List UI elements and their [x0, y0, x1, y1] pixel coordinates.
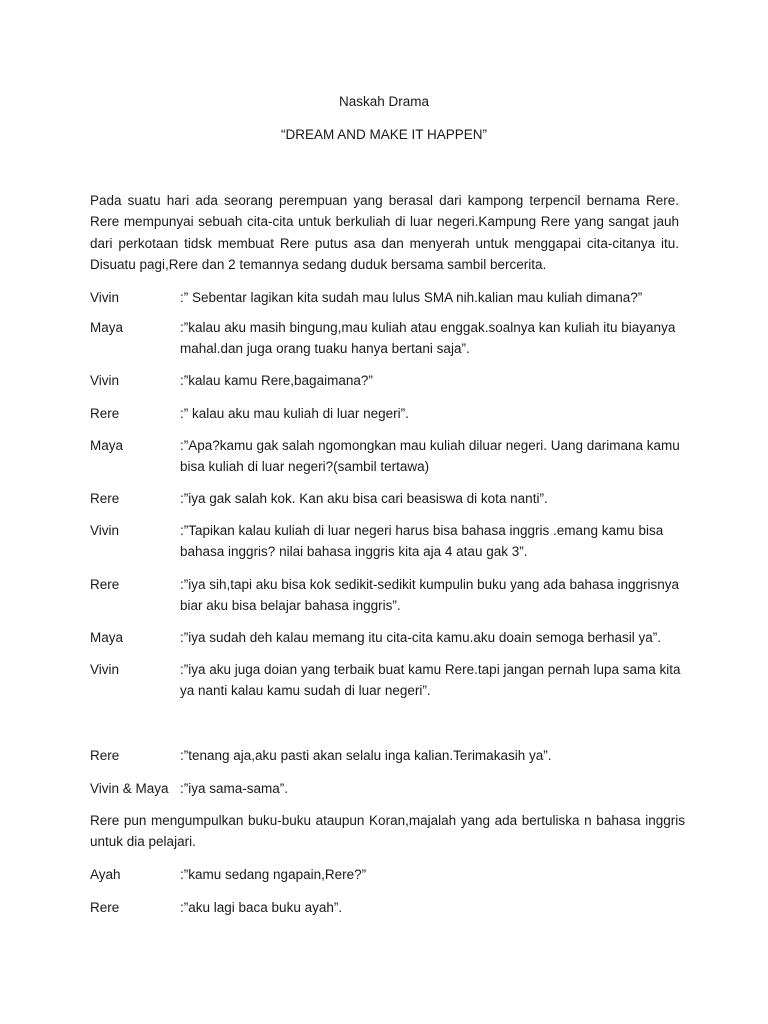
document-subtitle: “DREAM AND MAKE IT HAPPEN” [280, 127, 488, 142]
speech-text: :” Sebentar lagikan kita sudah mau lulus SMA nih.kalian mau kuliah dimana?” [180, 290, 643, 305]
speaker-name: Rere [90, 406, 120, 421]
speaker-name: Maya [90, 630, 124, 645]
speech-text: :” kalau aku mau kuliah di luar negeri”. [180, 406, 409, 421]
speaker-name: Rere [90, 491, 120, 506]
speech-text: :”kalau kamu Rere,bagaimana?” [180, 373, 373, 388]
speaker-name: Rere [90, 748, 120, 763]
speech-text: :”Tapikan kalau kuliah di luar negeri harus bisa bahasa inggris .emang kamu bisa bahasa inggris? nilai bahasa inggris kita aja 4 atau gak 3”. [180, 523, 664, 560]
speech-text: :”kalau aku masih bingung,mau kuliah atau enggak.soalnya kan kuliah itu biayanya mahal.dan juga orang tuaku hanya bertani saja”. [180, 320, 676, 357]
speech-text: :”iya sama-sama”. [180, 781, 289, 796]
speaker-name: Vivin [90, 290, 120, 305]
speaker-name: Vivin [90, 373, 120, 388]
speech-text: :”iya sudah deh kalau memang itu cita-cita kamu.aku doain semoga berhasil ya”. [180, 630, 662, 645]
speaker-name: Vivin [90, 662, 120, 677]
intro-paragraph: Pada suatu hari ada seorang perempuan yang berasal dari kampong terpencil bernama Rere. Rere mempunyai sebuah cita-cita untuk berkuliah di luar negeri.Kampung Rere yang sangat jauh dari perkotaan tidsk membuat Rere putus asa dan menyerah untuk menggapai cita-citanya itu. Disuatu pagi,Rere dan 2 temannya sedang duduk bersama sambil bercerita. [90, 193, 679, 272]
speech-text: :”tenang aja,aku pasti akan selalu inga kalian.Terimakasih ya”. [180, 748, 552, 763]
speaker-name: Rere [90, 900, 120, 915]
speaker-name: Maya [90, 438, 124, 453]
speaker-name: Ayah [90, 867, 121, 882]
speech-text: :”iya aku juga doian yang terbaik buat kamu Rere.tapi jangan pernah lupa sama kita ya nanti kalau kamu sudah di luar negeri”. [180, 662, 681, 699]
speech-text: :”iya sih,tapi aku bisa kok sedikit-sedikit kumpulin buku yang ada bahasa inggrisnya biar aku bisa belajar bahasa inggris”. [180, 577, 680, 614]
speech-text: :”iya gak salah kok. Kan aku bisa cari beasiswa di kota nanti”. [180, 491, 548, 506]
speech-text: :”kamu sedang ngapain,Rere?” [180, 867, 367, 882]
speaker-name: Vivin & Maya [90, 781, 169, 796]
speaker-name: Maya [90, 320, 124, 335]
speech-text: :”aku lagi baca buku ayah”. [180, 900, 343, 915]
narration-paragraph: Rere pun mengumpulkan buku-buku ataupun Koran,majalah yang ada bertuliska n bahasa inggris untuk dia pelajari. [90, 813, 685, 850]
speaker-name: Rere [90, 577, 120, 592]
speech-text: :”Apa?kamu gak salah ngomongkan mau kuliah diluar negeri. Uang darimana kamu bisa kuliah di luar negeri?(sambil tertawa) [180, 438, 680, 475]
document-title: Naskah Drama [338, 94, 430, 109]
speaker-name: Vivin [90, 523, 120, 538]
